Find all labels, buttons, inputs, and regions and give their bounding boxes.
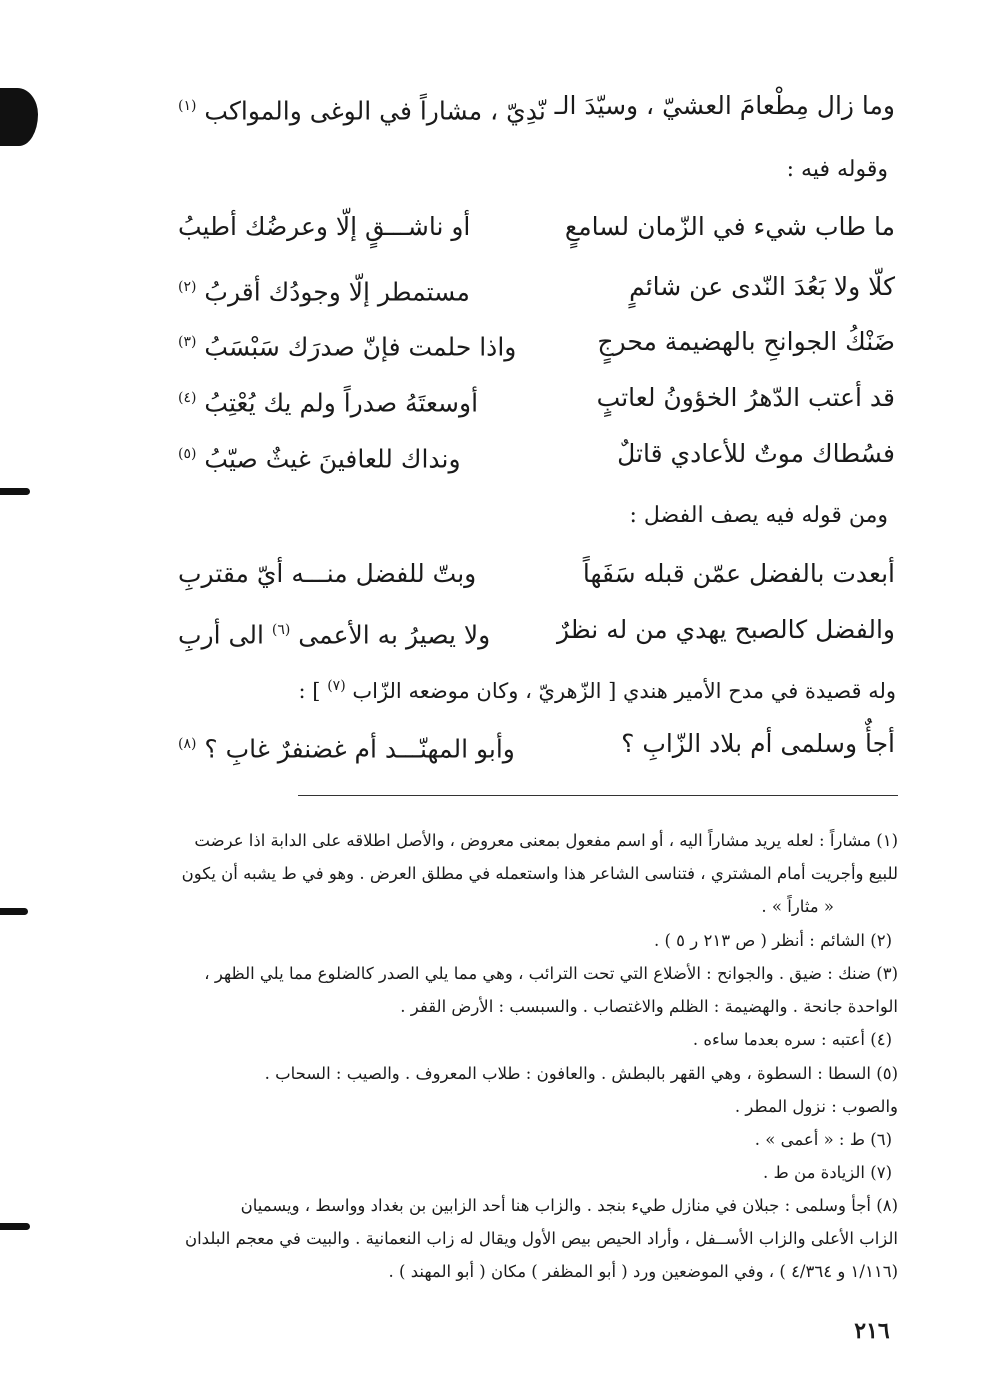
footnote-line: (١) مشاراً : لعله يريد مشاراً اليه ، أو اسم مفعول بمعنى معروض ، والأصل اطلاقه على الدابة اذا عرضت	[194, 831, 898, 850]
footnote-line: (٣) ضنك : ضيق . والجوانح : الأضلاع التي تحت الترائب ، وهي مما يلي الصدر كالضلوع مما يلي الظهر ،	[204, 964, 898, 983]
footnote-line: (٧) الزيادة من ط .	[763, 1163, 892, 1182]
footnote-ref: (١)	[178, 98, 197, 114]
verse-line	[170, 552, 895, 596]
verse-line	[170, 265, 895, 309]
footnote-line: (٨) أجأ وسلمى : جبلان في منازل طيء بنجد . والزاب هنا أحد الزابين بن بغداد وواسط ، ويسميان	[240, 1196, 898, 1215]
verse-line	[170, 205, 895, 249]
footnote-line: « مثاراً » .	[761, 897, 834, 916]
verse-second-hemistich: ونداك للعافينَ غيثٌ صيّبُ $^{(٥)}$	[178, 444, 461, 474]
footnote-ref: (٧)	[327, 678, 346, 694]
footnote-line: للبيع وأجريت أمام المشتري ، فتناسى الشاعر هذا واستعمله في مطلق العرض . وهو في ط يشبه أن يكون	[181, 864, 898, 883]
footnote-ref: (٨)	[178, 736, 197, 752]
scan-edge-mark	[0, 908, 28, 915]
verse-first-hemistich: كلّا ولا بَعُدَ النّدى عن شائمٍ	[629, 272, 895, 301]
verse-second-hemistich: وأبو المهنّـــد أم غضنفرٌ غابِ ؟ $^{(٨)}$	[178, 734, 515, 764]
verse-line	[170, 320, 895, 364]
footnote-line: (٢) الشائم : أنظر ( ص ٢١٣ ر ٥ ) .	[653, 931, 892, 950]
footnote-ref: (٢)	[178, 279, 197, 295]
footnote-line: والصوب : نزول المطر .	[734, 1097, 898, 1116]
page-number: ٢١٦	[854, 1318, 890, 1344]
verse-second-hemistich: نّدِيّ ، مشاراً في الوغى والمواكب $^{(١)}$	[178, 96, 546, 126]
verse-second-hemistich: واذا حلمت فإنّ صدرَك سَبْسَبُ $^{(٣)}$	[178, 332, 517, 362]
verse-first-hemistich: فسُطاك موتٌ للأعادي قاتلٌ	[617, 439, 895, 468]
footnote-ref: (٦)	[271, 622, 291, 638]
verse-intro: ومن قوله فيه يصف الفضل :	[629, 503, 888, 528]
footnote-line: الواحدة جانحة . والهضيمة : الظلم والاغتصاب . والسبسب : الأرض القفر .	[400, 997, 898, 1016]
scan-edge-mark	[0, 488, 30, 495]
footnote-divider	[298, 795, 898, 796]
verse-first-hemistich: قد أعتب الدّهرُ الخؤونُ لعاتبٍ	[596, 383, 895, 412]
verse-first-hemistich: أجأٌ وسلمى أم بلاد الزّابِ ؟	[621, 729, 895, 758]
verse-first-hemistich: وما زال مِطْعامَ العشيّ ، وسيّدَ الـ	[554, 91, 895, 120]
footnote-line: (١/١١٦ و ٤/٣٦٤ ) ، وفي الموضعين ورد ( أبو المظفر ) مكان ( أبو المهند ) .	[388, 1262, 898, 1281]
verse-second-hemistich: وبتّ للفضل منـــه أيّ مقتربِ	[178, 559, 477, 588]
verse-second-hemistich: مستمطر إلّا وجودُك أقربُ $^{(٢)}$	[178, 277, 470, 307]
footnote-line: (٦) ط : « أعمى » .	[754, 1130, 892, 1149]
verse-second-hemistich: أوسعتَهُ صدراً ولم يك يُعْتِبُ $^{(٤)}$	[178, 388, 479, 418]
footnote-line: الزاب الأعلى والزاب الأســفل ، وأراد الحيص بيص الأول ويقال له زاب النعمانية . والبيت في معجم البلدان	[184, 1229, 898, 1248]
verse-line	[170, 432, 895, 476]
footnote-ref: (٥)	[178, 446, 197, 462]
verse-first-hemistich: أبعدت بالفضل عمّن قبله سَفَهاً	[582, 559, 895, 588]
verse-first-hemistich: ضَنْكُ الجوانحِ بالهضيمة محرجٍ	[597, 327, 895, 356]
verse-second-hemistich: ولا يصيرُ به الأعمى $^{(٦)}$ الى أربِ	[178, 620, 491, 650]
verse-intro: وله قصيدة في مدح الأمير هندي [ الزّهريّ ، وكان موضعه الزّاب $^{(٧)}$ ] :	[298, 678, 896, 703]
verse-intro: وقوله فيه :	[786, 157, 888, 182]
scan-edge-blot	[0, 88, 38, 146]
verse-line	[170, 722, 895, 766]
verse-second-hemistich: أو ناشـــقٍ إلّا وعرضُك أطيبُ	[178, 212, 471, 241]
verse-first-hemistich: والفضل كالصبح يهدي من له نظرٌ	[556, 615, 895, 644]
footnote-ref: (٣)	[178, 334, 197, 350]
scan-edge-mark	[0, 1223, 30, 1230]
verse-line	[170, 376, 895, 420]
footnote-line: (٥) السطا : السطوة ، وهي القهر بالبطش . والعافون : طلاب المعروف . والصيب : السحاب .	[264, 1064, 898, 1083]
verse-line	[170, 608, 895, 652]
footnote-line: (٤) أعتبه : سره بعدما ساءه .	[692, 1030, 892, 1049]
verse-first-hemistich: ما طاب شيء في الزّمان لسامعٍ	[564, 212, 895, 241]
verse-line	[170, 84, 895, 128]
footnote-ref: (٤)	[178, 390, 197, 406]
